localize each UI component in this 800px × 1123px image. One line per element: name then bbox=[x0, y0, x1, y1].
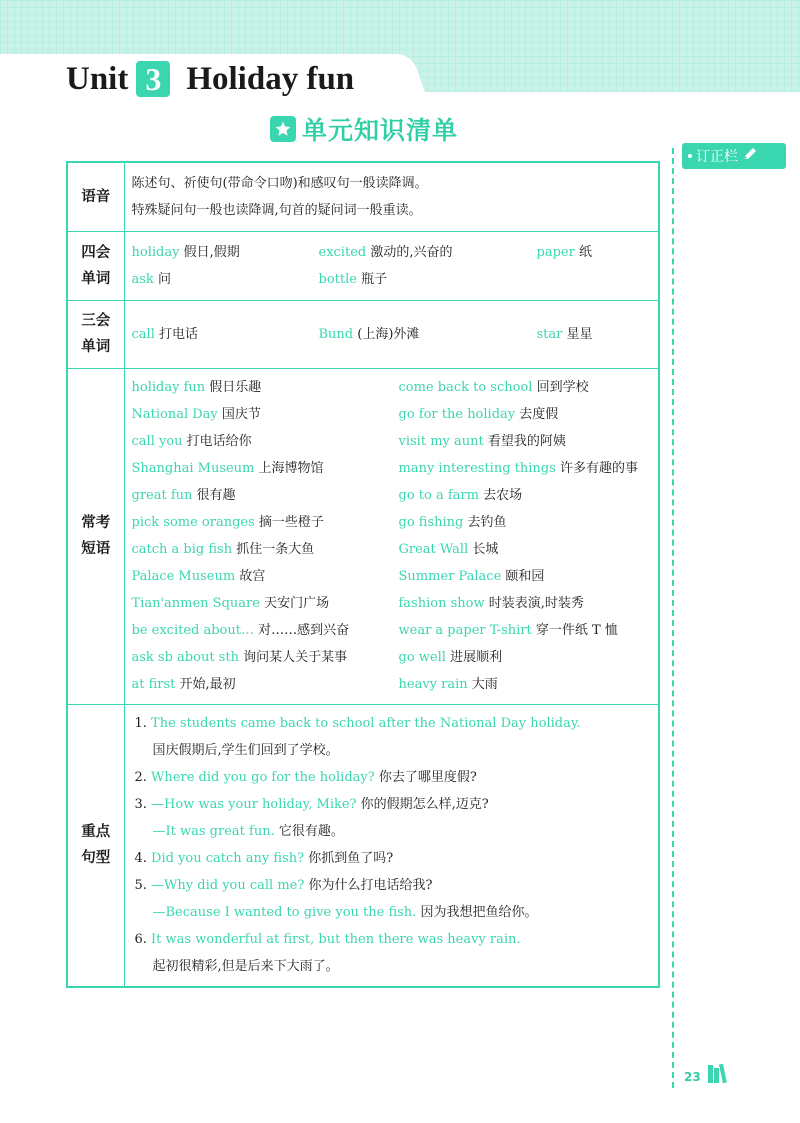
phrase-zh: 回到学校 bbox=[536, 380, 589, 395]
phrase-item bbox=[132, 428, 399, 455]
phrase-grid bbox=[132, 374, 659, 698]
sentence-zh: 你抓到鱼了吗? bbox=[308, 851, 394, 867]
sentence-zh: 你为什么打电话给我? bbox=[308, 878, 433, 894]
phrase-item bbox=[399, 671, 659, 698]
phrase-item bbox=[132, 509, 399, 536]
word-item: bottle 瓶子 bbox=[318, 271, 388, 287]
sentence-en: —How was your holiday, Mike? bbox=[151, 797, 357, 813]
label-line: 句型 bbox=[81, 850, 111, 867]
row-pronunciation bbox=[67, 162, 659, 231]
phrase-en: fashion show bbox=[398, 596, 485, 611]
label-line: 短语 bbox=[81, 541, 111, 557]
four-skill-words-content bbox=[124, 231, 659, 300]
phrase-en: Palace Museum bbox=[131, 569, 236, 584]
phrase-item bbox=[132, 563, 399, 590]
phrase-item bbox=[132, 644, 399, 671]
phrase-zh: 进展顺利 bbox=[450, 650, 503, 665]
pronunciation-line: 陈述句、祈使句(带命令口吻)和感叹句一般读降调。 bbox=[131, 175, 428, 191]
phrase-en: come back to school bbox=[398, 380, 533, 395]
phrase-zh: 故宫 bbox=[239, 569, 266, 584]
phrase-en: call you bbox=[131, 434, 183, 449]
unit-word: Unit bbox=[66, 60, 129, 97]
phrase-en: many interesting things bbox=[398, 461, 556, 476]
phrase-en: Great Wall bbox=[398, 542, 469, 557]
word-item: star 星星 bbox=[536, 326, 593, 342]
sentence-item bbox=[135, 710, 659, 737]
phrase-en: Shanghai Museum bbox=[131, 461, 255, 476]
unit-title bbox=[66, 56, 354, 102]
label-line: 单词 bbox=[81, 270, 111, 287]
phrase-item bbox=[132, 455, 399, 482]
phrases-content bbox=[124, 368, 659, 704]
phrase-en: be excited about… bbox=[131, 623, 254, 638]
row-sentences bbox=[67, 704, 659, 987]
word-item: ask 问 bbox=[131, 271, 171, 287]
phrase-item bbox=[132, 401, 399, 428]
knowledge-table bbox=[66, 161, 660, 988]
row-label-four-skill-words bbox=[67, 231, 124, 300]
label-line: 三会 bbox=[81, 313, 111, 329]
phrase-en: ask sb about sth bbox=[131, 650, 239, 665]
phrase-zh: 询问某人关于某事 bbox=[243, 650, 348, 665]
sentence-item bbox=[135, 899, 659, 926]
sentence-en: —It was great fun. bbox=[152, 824, 275, 840]
sentence-number: 5. bbox=[134, 878, 147, 894]
phrase-zh: 很有趣 bbox=[196, 488, 236, 503]
phrase-item bbox=[399, 617, 659, 644]
sentence-en: —Because I wanted to give you the fish. bbox=[152, 905, 417, 921]
sentence-zh: 它很有趣。 bbox=[278, 824, 344, 840]
label-line: 语音 bbox=[81, 188, 111, 205]
bullet-dot-icon bbox=[688, 154, 692, 158]
phrase-en: great fun bbox=[131, 488, 193, 503]
page-footer bbox=[684, 1062, 733, 1084]
phrase-item bbox=[399, 644, 659, 671]
correction-column-divider bbox=[672, 148, 674, 1088]
phrase-item bbox=[132, 590, 399, 617]
section-title-text: 单元知识清单 bbox=[302, 116, 459, 145]
phrase-zh: 时装表演,时装秀 bbox=[488, 596, 584, 611]
phrase-zh: 天安门广场 bbox=[264, 596, 330, 611]
three-skill-words-content bbox=[124, 300, 659, 368]
phrase-zh: 许多有趣的事 bbox=[559, 461, 638, 476]
page-number: 23 bbox=[684, 1070, 701, 1084]
phrase-zh: 国庆节 bbox=[221, 407, 261, 422]
phrase-en: Tian'anmen Square bbox=[131, 596, 260, 611]
phrase-en: pick some oranges bbox=[131, 515, 255, 530]
phrase-en: visit my aunt bbox=[398, 434, 484, 449]
unit-number-badge: 3 bbox=[136, 61, 170, 97]
row-label-three-skill-words bbox=[67, 300, 124, 368]
phrase-zh: 摘一些橙子 bbox=[258, 515, 324, 530]
sentence-zh: 你的假期怎么样,迈克? bbox=[360, 797, 489, 813]
phrase-item bbox=[399, 374, 659, 401]
sentence-list bbox=[135, 710, 659, 980]
sentence-item bbox=[135, 845, 659, 872]
phrase-zh: 去钓鱼 bbox=[467, 515, 507, 530]
row-label-phrases bbox=[67, 368, 124, 704]
phrase-item bbox=[399, 536, 659, 563]
phrase-en: go to a farm bbox=[398, 488, 479, 503]
books-icon bbox=[707, 1062, 733, 1084]
unit-name: Holiday fun bbox=[186, 60, 355, 97]
phrase-item bbox=[132, 617, 399, 644]
correction-column-label: 订正栏 bbox=[696, 149, 738, 165]
label-line: 单词 bbox=[81, 339, 111, 355]
row-label-sentences bbox=[67, 704, 124, 987]
phrase-zh: 去农场 bbox=[483, 488, 523, 503]
sentence-en: Did you catch any fish? bbox=[151, 851, 305, 867]
sentence-number: 4. bbox=[134, 851, 147, 867]
phrase-zh: 去度假 bbox=[519, 407, 559, 422]
phrase-item bbox=[399, 509, 659, 536]
sentence-item bbox=[135, 764, 659, 791]
sentence-en: —Why did you call me? bbox=[151, 878, 305, 894]
phrase-zh: 穿一件纸 T 恤 bbox=[535, 623, 618, 638]
label-line: 四会 bbox=[81, 244, 111, 261]
sentence-number: 1. bbox=[134, 716, 147, 732]
phrase-en: go well bbox=[398, 650, 446, 665]
row-phrases bbox=[67, 368, 659, 704]
sentence-number: 6. bbox=[134, 932, 147, 948]
label-line: 常考 bbox=[81, 515, 111, 531]
word-item: Bund (上海)外滩 bbox=[318, 326, 420, 342]
section-title bbox=[270, 114, 458, 144]
sentence-zh: 因为我想把鱼给你。 bbox=[420, 905, 538, 921]
sentence-number: 3. bbox=[134, 797, 147, 813]
phrase-zh: 假日乐趣 bbox=[209, 380, 262, 395]
pronunciation-content bbox=[124, 162, 659, 231]
phrase-item bbox=[132, 536, 399, 563]
phrase-zh: 颐和园 bbox=[505, 569, 545, 584]
phrase-item bbox=[399, 401, 659, 428]
phrase-zh: 对……感到兴奋 bbox=[258, 623, 350, 638]
sentence-translation: 国庆假期后,学生们回到了学校。 bbox=[152, 743, 339, 759]
phrase-zh: 打电话给你 bbox=[186, 434, 252, 449]
label-line: 重点 bbox=[81, 824, 111, 841]
sentence-item bbox=[135, 791, 659, 818]
sentence-number: 2. bbox=[134, 770, 147, 786]
word-item: call 打电话 bbox=[131, 326, 199, 342]
phrase-item bbox=[399, 482, 659, 509]
phrase-zh: 抓住一条大鱼 bbox=[236, 542, 315, 557]
sentence-item bbox=[135, 818, 659, 845]
phrase-zh: 开始,最初 bbox=[179, 677, 236, 692]
pronunciation-line: 特殊疑问句一般也读降调,句首的疑问词一般重读。 bbox=[131, 202, 422, 218]
row-three-skill-words bbox=[67, 300, 659, 368]
phrase-en: go for the holiday bbox=[398, 407, 516, 422]
word-item: paper 纸 bbox=[536, 244, 592, 260]
phrase-en: at first bbox=[131, 677, 176, 692]
pencil-icon bbox=[742, 147, 758, 165]
phrase-zh: 大雨 bbox=[471, 677, 498, 692]
sentence-item bbox=[135, 872, 659, 899]
sentence-translation: 起初很精彩,但是后来下大雨了。 bbox=[152, 959, 339, 975]
phrase-en: go fishing bbox=[398, 515, 464, 530]
phrase-en: catch a big fish bbox=[131, 542, 233, 557]
phrase-en: holiday fun bbox=[131, 380, 206, 395]
phrase-item bbox=[399, 563, 659, 590]
sentence-en: The students came back to school after the National Day holiday. bbox=[151, 716, 581, 732]
phrase-en: heavy rain bbox=[398, 677, 468, 692]
word-item: excited 激动的,兴奋的 bbox=[318, 244, 453, 260]
phrase-zh: 长城 bbox=[472, 542, 499, 557]
sentence-en: It was wonderful at first, but then there was heavy rain. bbox=[151, 932, 521, 948]
phrase-en: Summer Palace bbox=[398, 569, 502, 584]
sentences-content bbox=[124, 704, 659, 987]
row-label-pronunciation bbox=[67, 162, 124, 231]
phrase-item bbox=[132, 671, 399, 698]
sentence-en: Where did you go for the holiday? bbox=[151, 770, 375, 786]
star-icon bbox=[270, 116, 296, 142]
phrase-item bbox=[399, 455, 659, 482]
phrase-item bbox=[399, 428, 659, 455]
correction-column-tag bbox=[682, 143, 786, 169]
sentence-item bbox=[135, 926, 659, 953]
phrase-item bbox=[399, 590, 659, 617]
phrase-en: National Day bbox=[131, 407, 218, 422]
phrase-zh: 上海博物馆 bbox=[258, 461, 324, 476]
phrase-item bbox=[132, 482, 399, 509]
phrase-en: wear a paper T-shirt bbox=[398, 623, 532, 638]
word-item: holiday 假日,假期 bbox=[131, 244, 240, 260]
sentence-zh: 你去了哪里度假? bbox=[378, 770, 477, 786]
phrase-item bbox=[132, 374, 399, 401]
row-four-skill-words bbox=[67, 231, 659, 300]
phrase-zh: 看望我的阿姨 bbox=[487, 434, 566, 449]
